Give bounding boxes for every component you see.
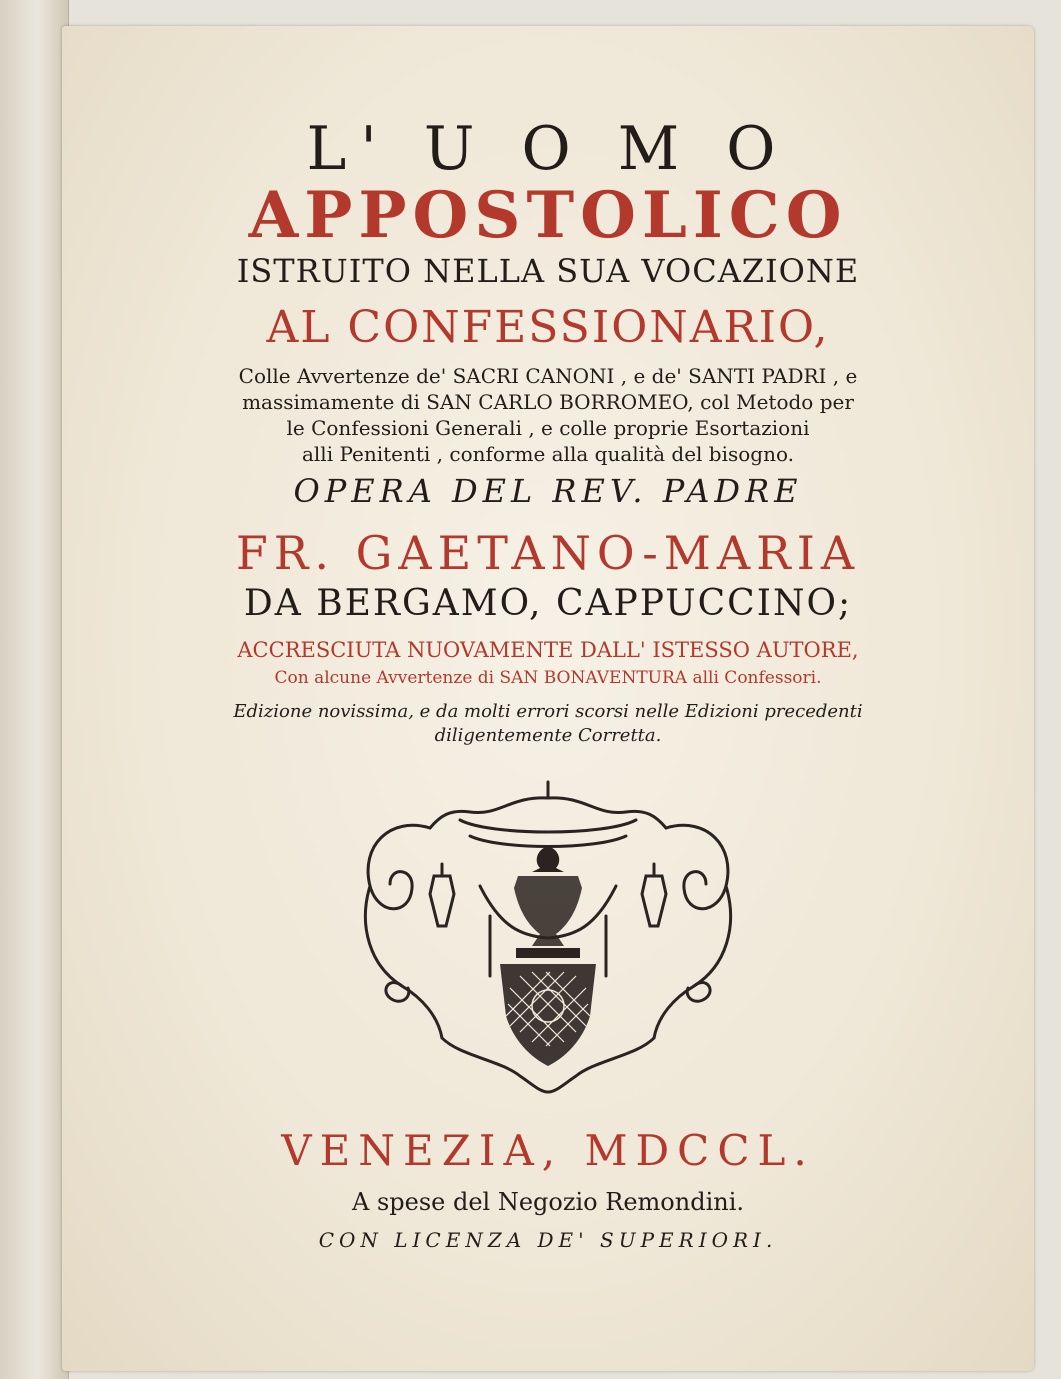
subtitle-line-1: Colle Avvertenze de' SACRI CANONI , e de' SANTI PADRI , e xyxy=(238,364,858,388)
title-line-2: APPOSTOLICO xyxy=(248,178,848,253)
title-line-3: ISTRUITO NELLA SUA VOCAZIONE xyxy=(236,252,860,290)
subtitle-line-3: le Confessioni Generali , e colle proprie Esortazioni xyxy=(286,416,810,440)
imprint-licence: CON LICENZA DE' SUPERIORI. xyxy=(318,1228,778,1252)
edition-note-1: Edizione novissima, e da molti errori scorsi nelle Edizioni precedenti xyxy=(233,701,863,722)
facing-page-edge xyxy=(0,0,69,1379)
subtitle-line-4: alli Penitenti , conforme alla qualità del bisogno. xyxy=(301,442,795,466)
augmented-note: ACCRESCIUTA NUOVAMENTE DALL' ISTESSO AUTORE, xyxy=(237,638,859,662)
author-intro: OPERA DEL REV. PADRE xyxy=(293,472,803,510)
imprint-publisher: A spese del Negozio Remondini. xyxy=(351,1188,744,1216)
author-name: FR. GAETANO-MARIA xyxy=(235,526,861,580)
title-line-1: L' U O M O xyxy=(306,114,790,184)
subtitle-line-2: massimamente di SAN CARLO BORROMEO, col Metodo per xyxy=(242,390,854,414)
title-page xyxy=(62,26,1034,1371)
title-line-4: AL CONFESSIONARIO, xyxy=(266,302,830,353)
edition-note-2: diligentemente Corretta. xyxy=(434,725,662,746)
imprint-place-date: VENEZIA, MDCCL. xyxy=(281,1126,815,1175)
printers-ornament-image xyxy=(350,776,746,1094)
bonaventura-note: Con alcune Avvertenze di SAN BONAVENTURA alli Confessori. xyxy=(274,668,822,688)
author-origin: DA BERGAMO, CAPPUCCINO; xyxy=(243,583,853,624)
